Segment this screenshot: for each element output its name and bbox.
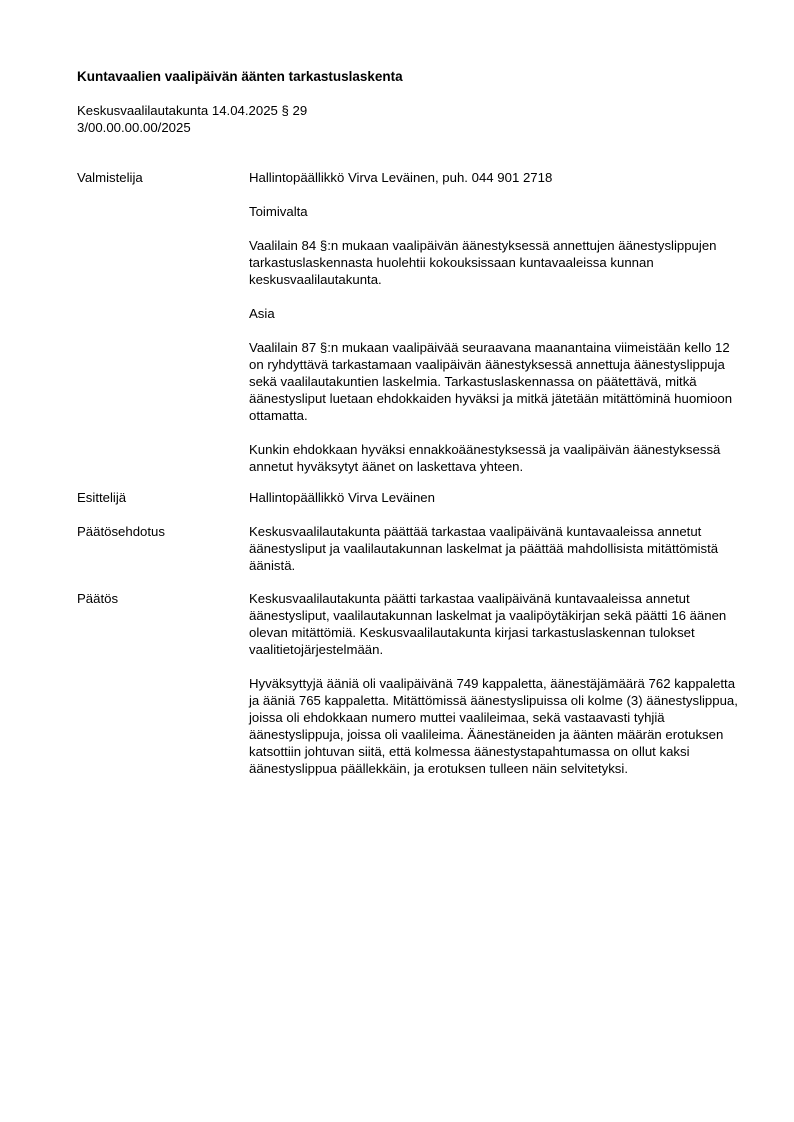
meeting-reference: Keskusvaalilautakunta 14.04.2025 § 29 xyxy=(77,103,308,118)
subheading-asia: Asia xyxy=(249,306,275,321)
decision-text: Keskusvaalilautakunta päätti tarkastaa vaalipäivänä kuntavaaleissa annetut äänestysliput, vaalilautakunnan laskelmat ja vaalipöytäkirjan sekä päätti 16 äänen olevan mitättömiä. Keskusvaalilautakunta kirjasi tarkastuslaskennan tulokset vaalitietojärjestelmään. xyxy=(249,591,727,657)
section-label: Päätös xyxy=(77,591,119,606)
section-content xyxy=(249,523,744,574)
asia-text: Vaalilain 87 §:n mukaan vaalipäivää seuraavana maanantaina viimeistään kello 12 on ryhdyttävä tarkastamaan vaalipäivän äänestyksessä annettuja äänestyslippuja sekä vaalilautakuntien laskelmia. Tarkastuslaskennassa on päätettävä, mitkä äänestysliput luetaan ehdokkaiden hyväksi ja mitkä jätetään mitättöminä huomioon ottamatta. xyxy=(249,340,733,423)
preparer-line: Hallintopäällikkö Virva Leväinen, puh. 044 901 2718 xyxy=(249,170,553,185)
decision-details: Hyväksyttyjä ääniä oli vaalipäivänä 749 kappaletta, äänestäjämäärä 762 kappaletta ja ääniä 765 kappaletta. Mitättömissä äänestyslipuissa oli kolme (3) äänestyslippua, joissa oli ehdokkaan numero muttei vaalileimaa, sekä vastaavasti tyhjiä äänestyslippuja, joissa oli vaalileima. Äänestäneiden ja äänten määrän erotuksen katsottiin johtuvan siitä, että kolmessa äänestystapahtumassa on ollut kaksi äänestyslippua päällekkäin, ja erotuksen tulleen näin selvitetyksi. xyxy=(249,676,738,776)
section-content xyxy=(249,489,744,506)
document-title: Kuntavaalien vaalipäivän äänten tarkastuslaskenta xyxy=(77,69,403,84)
section-content xyxy=(249,169,744,475)
presenter-line: Hallintopäällikkö Virva Leväinen xyxy=(249,490,435,505)
subheading-toimivalta: Toimivalta xyxy=(249,204,308,219)
proposal-text: Keskusvaalilautakunta päättää tarkastaa vaalipäivänä kuntavaaleissa annetut äänestysliput ja vaalilautakunnan laskelmat ja päättää mahdollisista mitättömistä äänistä. xyxy=(249,524,719,573)
toimivalta-text: Vaalilain 84 §:n mukaan vaalipäivän äänestyksessä annettujen äänestyslippujen tarkastuslaskennasta huolehtii kokouksissaan kuntavaaleissa kunnan keskusvaalilautakunta. xyxy=(249,238,717,287)
section-content xyxy=(249,590,744,777)
section-label: Päätösehdotus xyxy=(77,524,165,539)
document-meta xyxy=(77,102,307,136)
section-label: Valmistelija xyxy=(77,170,143,185)
section-label: Esittelijä xyxy=(77,490,127,505)
asia-text-2: Kunkin ehdokkaan hyväksi ennakkoäänestyksessä ja vaalipäivän äänestyksessä annetut hyväksytyt äänet on laskettava yhteen. xyxy=(249,442,721,474)
case-number: 3/00.00.00.00/2025 xyxy=(77,120,191,135)
